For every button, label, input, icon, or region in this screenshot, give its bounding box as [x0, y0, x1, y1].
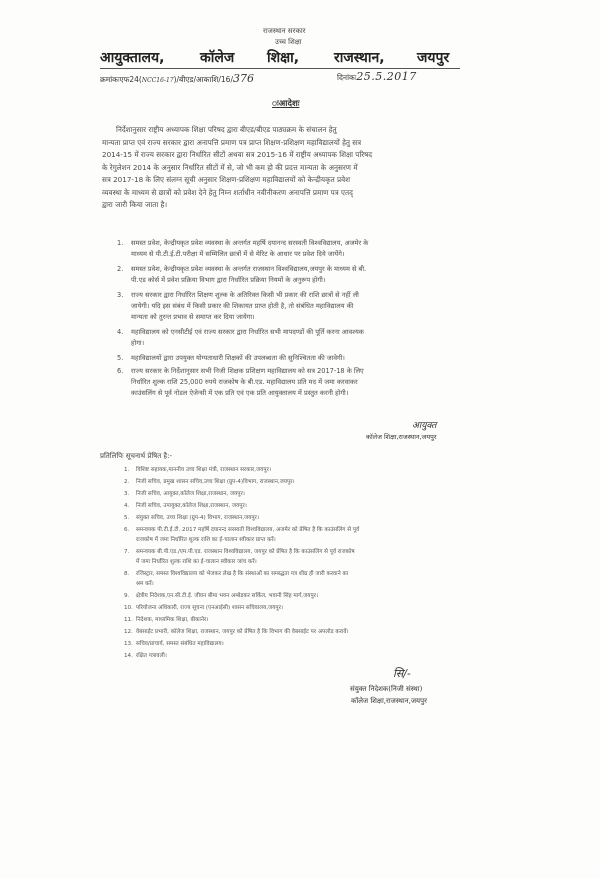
condition-line: निर्धारित शुल्क राशि 25,000 रुपये राजकोष के बी.एड. महाविद्यालय प्रति मद में जमा करवाकर	[131, 378, 358, 386]
office-name-c: शिक्षा,	[267, 50, 300, 66]
copy-line: विशिष्ट सहायक,माननीय उच्च शिक्षा मंत्री, राजस्थान सरकार,जयपुर।	[136, 467, 271, 473]
copy-line: रजिस्ट्रार, समस्त विश्वविद्यालय को भेजकर लेख है कि संस्थाओं का सम्बद्धता पत्र शीघ्र ही जारी करवाने का	[136, 571, 349, 577]
condition-line: महाविद्यालय को एनसीटीई एवं राज्य सरकार द्वारा निर्धारित सभी मापदण्डों की पूर्ति करना आवश्यक	[131, 328, 364, 336]
ref-prefix: क्रमांकःएफ24(	[100, 75, 142, 84]
condition-line: जायेगी। यदि इस संबंध में किसी प्रकार की शिकायत प्राप्त होती है, तो संबंधित महाविद्यालय की	[131, 302, 354, 310]
date-block	[337, 70, 417, 83]
copy-line: समन्वयक बी.पी.एड./एम.पी.एड. राजस्थान विश्वविद्यालय, जयपुर को प्रेषित है कि काउंसलिंग से पूर्व राजकोष	[136, 549, 355, 555]
ref-handwritten-a: NCC16-17	[141, 77, 174, 84]
copy-line: परियोजना अधिकारी, राज्य सूचना (एनआईसी) शासन सचिवालय,जयपुर।	[136, 605, 284, 611]
copy-line: वेबसाईट प्रभारी, कॉलेज शिक्षा, राजस्थान, जयपुर को प्रेषित है कि विभाग की वेबसाईट पर अपलोड करावें।	[136, 629, 349, 635]
paragraph-line: निर्देशानुसार राष्ट्रीय अध्यापक शिक्षा परिषद द्वारा बीएड/बीएड पाठ्यक्रम के संचालन हेतु	[116, 125, 337, 134]
paragraph-line: द्वारा जारी किया जाता है।	[102, 200, 168, 209]
copy-line: राजकोष में जमा निर्धारित शुल्क राशि का ई-चालान स्वीकार प्राप्त करें।	[136, 536, 276, 543]
date-value: 25.5.2017	[356, 70, 417, 83]
copy-number: 1.	[124, 467, 130, 473]
ref-handwritten-b: 376	[232, 72, 254, 85]
condition-line: राज्य सरकार के निर्देशानुसार सभी निजी शिक्षक प्रशिक्षण महाविद्यालय को सत्र 2017-18 के लिए	[131, 367, 364, 375]
second-signature-scribble: सि/-	[393, 667, 411, 680]
condition-line: काउंसलिंग से पूर्व नोडल ऐजेन्सी में एक प्रति एवं एक प्रति आयुक्तालय में प्रस्तुत करनी होगी।	[131, 389, 349, 397]
copy-number: 5.	[124, 515, 130, 521]
reference-number	[100, 72, 254, 85]
copy-line: निदेशक, माध्यमिक शिक्षा, बीकानेर।	[136, 617, 209, 623]
condition-number: 6.	[117, 367, 124, 375]
copy-number: 6.	[124, 527, 130, 533]
copy-number: 14.	[124, 653, 133, 659]
condition-line: समस्त प्रवेश, केन्द्रीयकृत प्रवेश व्यवस्था के अन्तर्गत राजस्थान विश्वविद्यालय,जयपुर के माध्यम से बी.	[131, 265, 367, 273]
condition-line: महाविद्यालयों द्वारा उपयुक्त योग्यताधारी शिक्षकों की उपलब्धता की सुनिश्चितता की जावेगी।	[131, 354, 345, 362]
copy-number: 4.	[124, 503, 130, 509]
copy-number: 2.	[124, 479, 130, 485]
condition-line: मान्यता को तुरन्त प्रभाव से समाप्त कर दिया जायेगा।	[131, 313, 255, 321]
copy-number: 8.	[124, 571, 130, 577]
copy-heading: प्रतिलिपिः सूचनार्थ प्रेषित है:-	[100, 452, 173, 460]
ref-mid: )/बीएड/आकाशि/16/	[173, 75, 233, 84]
copy-number: 13.	[124, 641, 133, 647]
copy-line: सचिव/प्राचार्य, समस्त संबंधित महाविद्यालय।	[136, 641, 224, 647]
copy-line: श्रम करें।	[136, 580, 154, 587]
copy-number: 11.	[124, 617, 133, 623]
condition-line: समस्त प्रवेश, केन्द्रीयकृत प्रवेश व्यवस्था के अन्तर्गत महर्षि दयानन्द सरस्वती विश्वविद्यालय, अजमेर के	[131, 239, 369, 247]
signature-scribble: आयुक्त	[412, 421, 437, 431]
copy-line: निजी सचिव, आयुक्त,कॉलेज शिक्षा,राजस्थान, जयपुर।	[136, 491, 245, 497]
condition-line: माध्यम से पी.टी.ई.टी.परीक्षा में सम्मिलित छात्रों में से मेरिट के आधार पर प्रवेश दिये जायेंगे।	[131, 250, 345, 258]
condition-number: 2.	[117, 265, 124, 273]
copy-number: 10.	[124, 605, 133, 611]
copy-number: 9.	[124, 593, 130, 599]
government-line: राजस्थान सरकार	[263, 27, 306, 35]
copy-line: संयुक्त सचिव, उच्च शिक्षा (ग्रुप-4) विभाग, राजस्थान,जयपुर।	[136, 515, 259, 521]
office-name-a: आयुक्तालय,	[100, 50, 165, 66]
office-name-b: कॉलेज	[200, 50, 235, 66]
date-label: दिनांकः	[337, 73, 357, 82]
paragraph-line: सत्र 2017-18 के लिए संलग्न सूची अनुसार शिक्षण-प्रशिक्षण महाविद्यालयों को केन्द्रीयकृत प्रवेश	[102, 175, 350, 184]
condition-number: 5.	[117, 354, 124, 362]
second-signature-title: संयुक्त निदेशक(निजी संस्था)	[350, 685, 423, 693]
condition-number: 3.	[117, 291, 124, 299]
paragraph-line: व्यवस्था के माध्यम से छात्रों को प्रवेश देने हेतु निम्न शर्ताधीन नवीनीकरण अनापत्ति प्रमाण पत्र एतद्	[102, 187, 353, 197]
department-line: उच्च शिक्षा	[275, 38, 302, 46]
copy-line: समन्वयक पी.टी.ई.टी. 2017 महर्षि दयानन्द सरस्वती विश्वविद्यालय, अजमेर को प्रेषित है कि काउंसलिंग से पूर्व	[136, 527, 360, 533]
order-title: ःआदेशः	[272, 99, 300, 109]
copy-number: 12.	[124, 629, 133, 635]
copy-number: 7.	[124, 549, 130, 555]
copy-line: में जमा निर्धारित शुल्क राशि का ई-चालान स्वीकार जांच करें।	[136, 558, 257, 565]
condition-line: पी.एड कोर्स में प्रवेश प्रक्रिया विभाग द्वारा निर्धारित प्रक्रिया नियमों के अनुरूप होगी।	[131, 276, 326, 284]
copy-line: निजी सचिव, प्रमुख शासन सचिव,उच्च शिक्षा (ग्रुप-4)विभाग, राजस्थान,जयपुर।	[136, 479, 295, 485]
office-name-e: जयपुर	[417, 50, 450, 66]
condition-number: 4.	[117, 328, 124, 336]
paragraph-line: मान्यता प्राप्त एवं राज्य सरकार द्वारा अनापत्ति प्रमाण पत्र प्राप्त शिक्षण-प्रशिक्षण महाविद्यालयों हेतु सत्र	[102, 137, 362, 147]
paragraph-line: के रेगुलेशन 2014 के अनुसार निर्धारित सीटों में से, जो भी कम हो की प्रदत्त मान्यता के अनुसरण में	[102, 162, 358, 172]
copy-line: क्षेत्रीय निदेशक,एन.सी.टी.ई. जीवन बीमा भवन अम्बेडकर सर्किल, भवानी सिंह मार्ग,जयपुर।	[136, 593, 319, 599]
signature-title: कॉलेज शिक्षा,राजस्थान,जयपुर	[366, 433, 437, 441]
copy-line: रक्षित पत्रावली।	[136, 653, 167, 659]
copy-number: 3.	[124, 491, 130, 497]
condition-number: 1.	[117, 239, 124, 247]
condition-line: राज्य सरकार द्वारा निर्धारित शिक्षण शुल्क के अतिरिक्त किसी भी प्रकार की राशि छात्रों से नहीं ली	[131, 291, 359, 299]
condition-line: होगा।	[131, 339, 145, 347]
copy-line: निजी सचिव, उपायुक्त,कॉलेज शिक्षा,राजस्थान, जयपुर।	[136, 503, 247, 509]
header-rule	[100, 68, 460, 69]
office-name-d: राजस्थान,	[334, 50, 385, 66]
paragraph-line: 2014-15 में राज्य सरकार द्वारा निर्धारित सीटों अथवा सत्र 2015-16 में राष्ट्रीय अध्यापक शिक्षा परिषद	[102, 150, 373, 159]
second-signature-office: कॉलेज शिक्षा,राजस्थान,जयपुर	[351, 697, 427, 705]
